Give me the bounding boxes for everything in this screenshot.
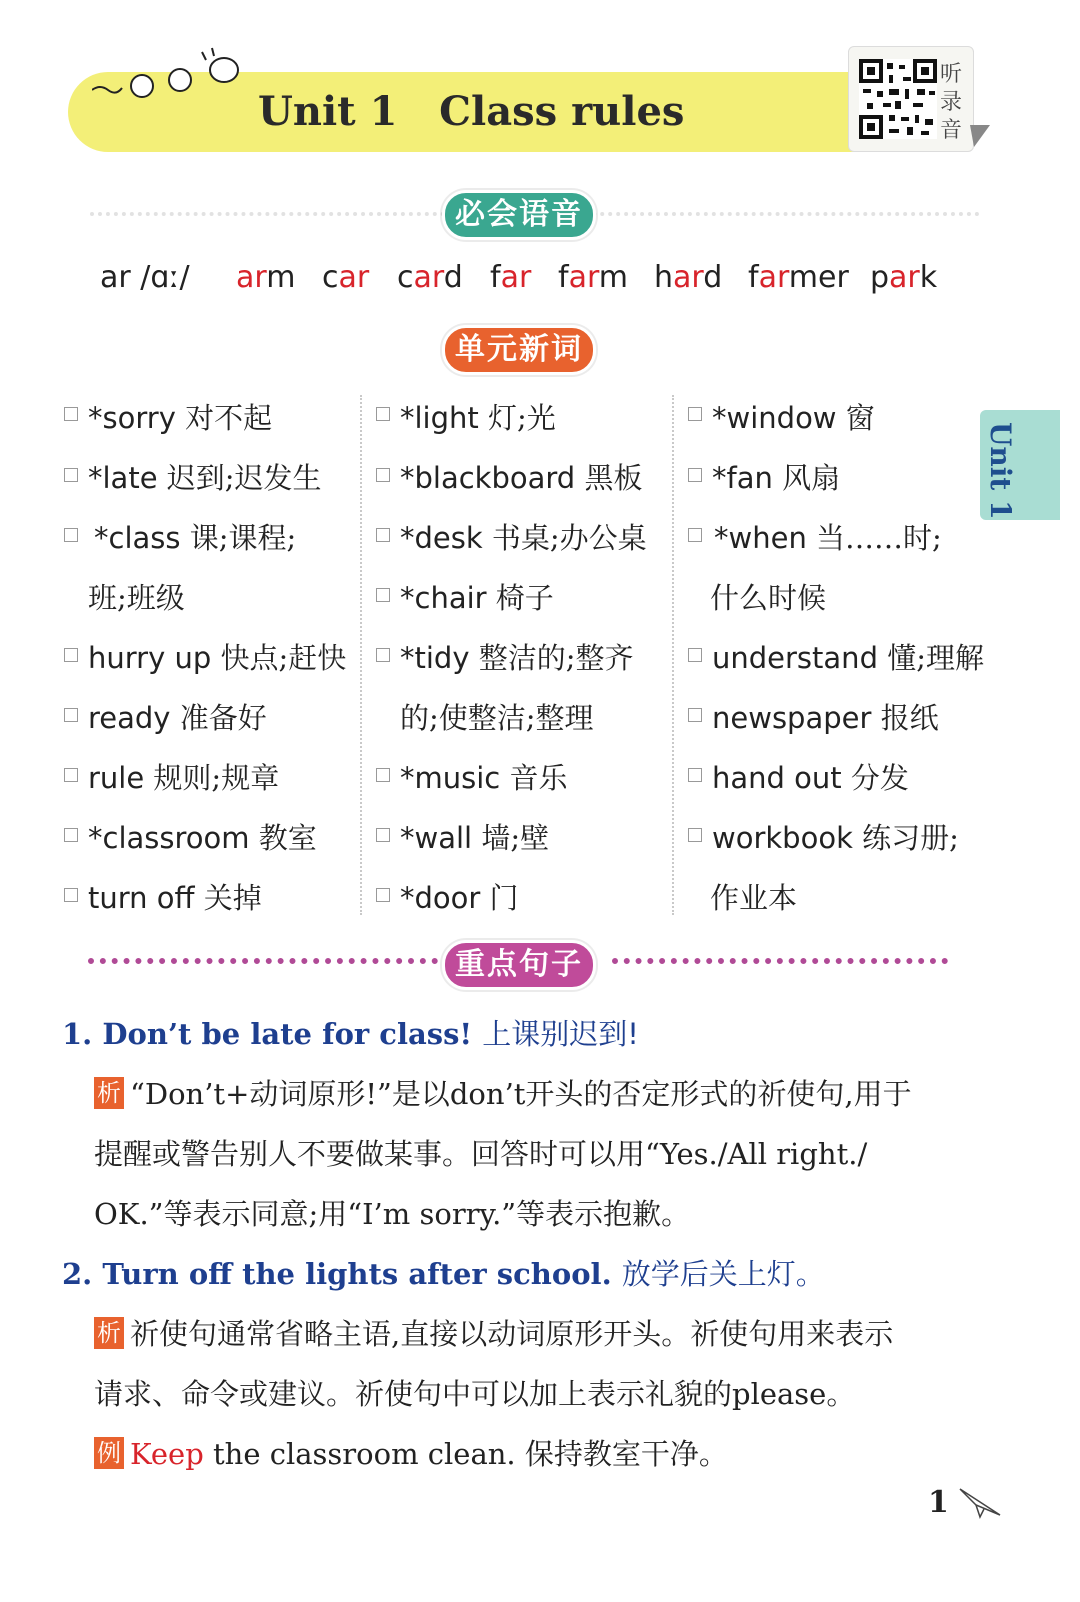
column-divider — [360, 395, 362, 915]
checkbox[interactable] — [376, 648, 390, 662]
phonics-word: car — [322, 260, 370, 295]
section-heading-sentences: 重点句子 — [442, 940, 596, 990]
checkbox[interactable] — [688, 708, 702, 722]
unit-side-tab[interactable] — [980, 410, 1060, 520]
checkbox[interactable] — [688, 407, 702, 421]
analysis-tag: 析 — [94, 1317, 124, 1349]
word-item: *late 迟到;迟发生 — [88, 461, 322, 495]
word-item: ready 准备好 — [88, 701, 267, 735]
checkbox[interactable] — [64, 828, 78, 842]
checkbox[interactable] — [376, 888, 390, 902]
checkbox[interactable] — [64, 648, 78, 662]
checkbox[interactable] — [688, 648, 702, 662]
unit-side-tab-label: Unit 1 — [984, 422, 1017, 520]
word-item: *window 窗 — [712, 401, 875, 435]
analysis-line: 析 祈使句通常省略主语,直接以动词原形开头。祈使句用来表示 — [94, 1312, 974, 1353]
checkbox[interactable] — [64, 888, 78, 902]
checkbox[interactable] — [64, 407, 78, 421]
phonics-sound: ar /ɑː/ — [100, 260, 190, 295]
phonics-word: card — [397, 260, 463, 295]
checkbox[interactable] — [376, 407, 390, 421]
sentence-1: 1. Don’t be late for class! 上课别迟到! — [62, 1017, 639, 1051]
word-item: *class 课;课程; — [94, 521, 297, 555]
word-item: *classroom 教室 — [88, 821, 317, 855]
word-item-continued: 的;使整洁;整理 — [400, 701, 594, 735]
checkbox[interactable] — [376, 588, 390, 602]
word-item-continued: 作业本 — [710, 881, 798, 915]
analysis-tag: 析 — [94, 1077, 124, 1109]
checkbox[interactable] — [688, 468, 702, 482]
page-number: 1 — [928, 1485, 949, 1520]
checkbox[interactable] — [688, 528, 702, 542]
word-item: *fan 风扇 — [712, 461, 841, 495]
checkbox[interactable] — [376, 768, 390, 782]
doodle-decoration-icon — [92, 42, 252, 112]
checkbox[interactable] — [376, 528, 390, 542]
checkbox[interactable] — [64, 708, 78, 722]
phonics-word: farmer — [748, 260, 849, 295]
checkbox[interactable] — [376, 828, 390, 842]
checkbox[interactable] — [688, 768, 702, 782]
page-fold-icon — [970, 125, 990, 147]
qr-audio-panel[interactable] — [848, 46, 974, 152]
word-item: *when 当……时; — [714, 521, 942, 555]
word-item: *door 门 — [400, 881, 519, 915]
word-item: newspaper 报纸 — [712, 701, 939, 735]
word-item: *light 灯;光 — [400, 401, 556, 435]
word-item: turn off 关掉 — [88, 881, 262, 915]
sentences-divider-right — [612, 958, 948, 964]
section-heading-phonics: 必会语音 — [442, 190, 596, 240]
word-item: rule 规则;规章 — [88, 761, 280, 795]
phonics-word: hard — [654, 260, 723, 295]
word-item: *sorry 对不起 — [88, 401, 273, 435]
checkbox[interactable] — [64, 528, 78, 542]
analysis-line: 请求、命令或建议。祈使句中可以加上表示礼貌的please。 — [94, 1377, 856, 1411]
checkbox[interactable] — [64, 768, 78, 782]
word-item: *blackboard 黑板 — [400, 461, 643, 495]
word-item: workbook 练习册; — [712, 821, 959, 855]
word-item: *music 音乐 — [400, 761, 568, 795]
word-item-continued: 班;班级 — [88, 581, 185, 615]
word-item: hand out 分发 — [712, 761, 909, 795]
word-item-continued: 什么时候 — [710, 581, 827, 615]
sentences-divider-left — [88, 958, 438, 964]
analysis-line: OK.”等表示同意;用“I’m sorry.”等表示抱歉。 — [94, 1197, 691, 1231]
qr-code-icon[interactable] — [859, 59, 937, 139]
word-item: understand 懂;理解 — [712, 641, 984, 675]
checkbox[interactable] — [376, 468, 390, 482]
section-heading-words: 单元新词 — [442, 325, 596, 375]
analysis-line: 提醒或警告别人不要做某事。回答时可以用“Yes./All right./ — [94, 1137, 868, 1171]
word-item: *tidy 整洁的;整齐 — [400, 641, 634, 675]
checkbox[interactable] — [64, 468, 78, 482]
phonics-word: far — [490, 260, 532, 295]
example-tag: 例 — [94, 1437, 124, 1469]
analysis-line: 析 “Don’t+动词原形!”是以don’t开头的否定形式的祈使句,用于 — [94, 1072, 974, 1113]
word-item: *wall 墙;壁 — [400, 821, 550, 855]
word-item: hurry up 快点;赶快 — [88, 641, 347, 675]
checkbox[interactable] — [688, 828, 702, 842]
column-divider — [672, 395, 674, 915]
listen-recording-label: 听录音 — [939, 62, 962, 143]
example-line: 例 Keep the classroom clean. 保持教室干净。 — [94, 1432, 974, 1473]
paper-plane-icon — [958, 1485, 1002, 1519]
word-item: *chair 椅子 — [400, 581, 554, 615]
sentence-2: 2. Turn off the lights after school. 放学后关上灯。 — [62, 1257, 825, 1291]
word-item: *desk 书桌;办公桌 — [400, 521, 647, 555]
phonics-word: arm — [236, 260, 296, 295]
phonics-word: park — [870, 260, 938, 295]
phonics-word: farm — [558, 260, 628, 295]
page-title: Unit 1 Class rules — [258, 88, 685, 135]
